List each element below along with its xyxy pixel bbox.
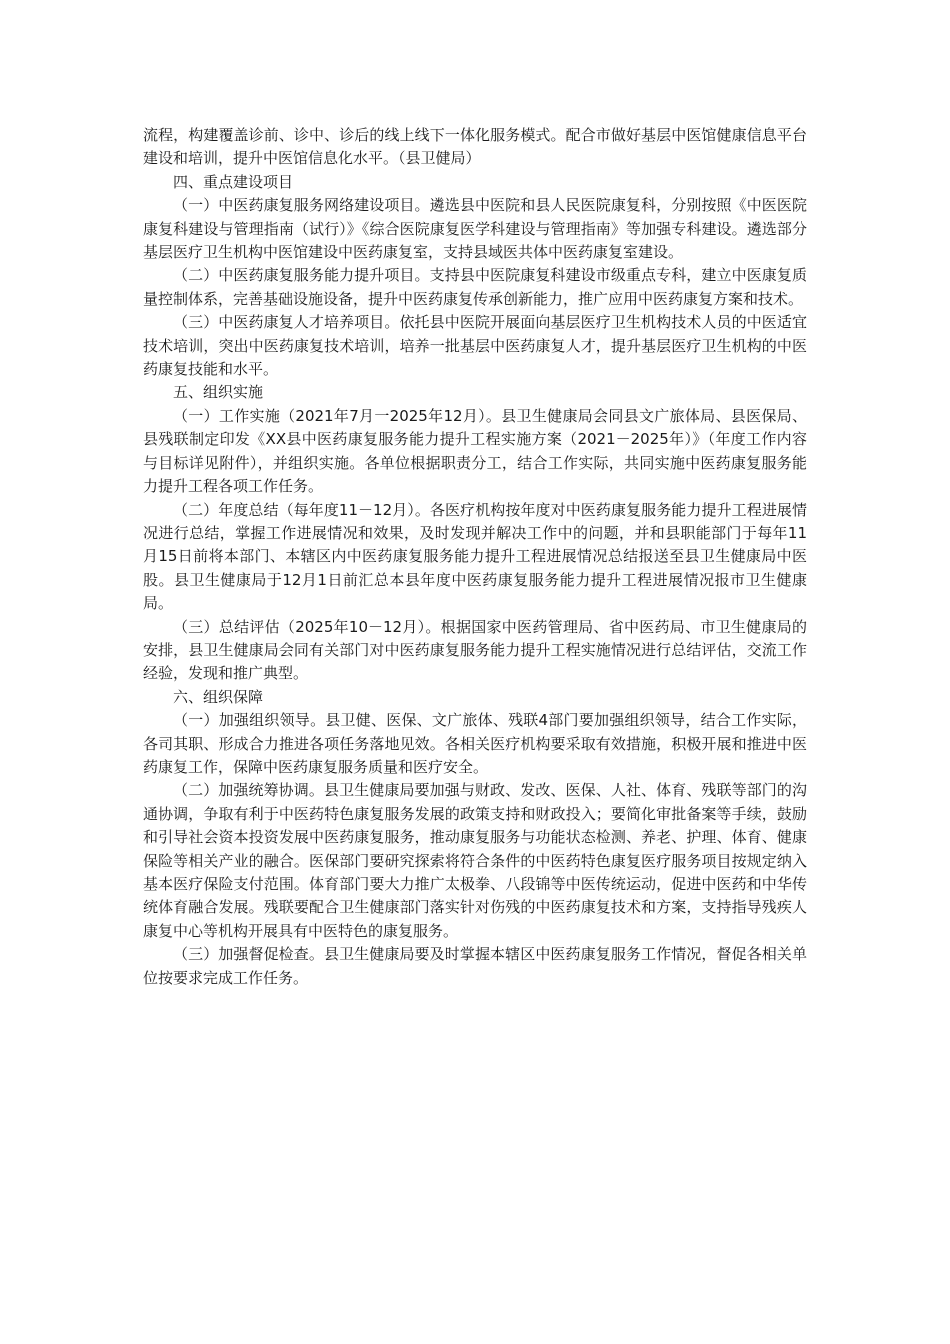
paragraph-project-network: （一）中医药康复服务网络建设项目。遴选县中医院和县人民医院康复科，分别按照《中医医院康复科建设与管理指南（试行）》《综合医院康复医学科建设与管理指南》等加强专科建设。遴选部分基层医疗卫生机构中医馆建设中医药康复室，支持县域医共体中医药康复室建设。 <box>143 196 807 262</box>
section-heading-key-projects: 四、重点建设项目 <box>173 172 294 191</box>
section-heading-safeguards: 六、组织保障 <box>173 687 264 706</box>
document-page <box>143 124 807 990</box>
paragraph-safeguard-leadership: （一）加强组织领导。县卫健、医保、文广旅体、残联4部门要加强组织领导，结合工作实际，各司其职、形成合力推进各项任务落地见效。各相关医疗机构要采取有效措施，积极开展和推进中医药康复工作，保障中医药康复服务质量和医疗安全。 <box>143 711 807 776</box>
paragraph-implementation-annual-summary: （二）年度总结（每年度11－12月）。各医疗机构按年度对中医药康复服务能力提升工程进展情况进行总结，掌握工作进展情况和效果，及时发现并解决工作中的问题，并和县职能部门于每年11月15日前将本部门、本辖区内中医药康复服务能力提升工程进展情况总结报送至县卫生健康局中医股。县卫生健康局于12月1日前汇总本县年度中医药康复服务能力提升工程进展情况报市卫生健康局。 <box>143 500 807 613</box>
paragraph-project-talent: （三）中医药康复人才培养项目。依托县中医院开展面向基层医疗卫生机构技术人员的中医适宜技术培训，突出中医药康复技术培训，培养一批基层中医药康复人才，提升基层医疗卫生机构的中医药康复技能和水平。 <box>143 313 807 379</box>
paragraph-implementation-evaluation: （三）总结评估（2025年10－12月）。根据国家中医药管理局、省中医药局、市卫生健康局的安排，县卫生健康局会同有关部门对中医药康复服务能力提升工程实施情况进行总结评估，交流工作经验，发现和推广典型。 <box>143 617 807 683</box>
paragraph-safeguard-coordination: （二）加强统筹协调。县卫生健康局要加强与财政、发改、医保、人社、体育、残联等部门的沟通协调，争取有利于中医药特色康复服务发展的政策支持和财政投入；要简化审批备案等手续，鼓励和引导社会资本投资发展中医药康复服务，推动康复服务与功能状态检测、养老、护理、体育、健康保险等相关产业的融合。医保部门要研究探索将符合条件的中医药特色康复医疗服务项目按规定纳入基本医疗保险支付范围。体育部门要大力推广太极拳、八段锦等中医传统运动，促进中医药和中华传统体育融合发展。残联要配合卫生健康部门落实针对伤残的中医药康复技术和方案，支持指导残疾人康复中心等机构开展具有中医特色的康复服务。 <box>143 781 807 940</box>
paragraph-project-capacity: （二）中医药康复服务能力提升项目。支持县中医院康复科建设市级重点专科，建立中医康复质量控制体系，完善基础设施设备，提升中医药康复传承创新能力，推广应用中医药康复方案和技术。 <box>143 266 807 308</box>
paragraph-continuation: 流程，构建覆盖诊前、诊中、诊后的线上线下一体化服务模式。配合市做好基层中医馆健康信息平台建设和培训，提升中医馆信息化水平。（县卫健局） <box>143 126 807 168</box>
paragraph-safeguard-inspection: （三）加强督促检查。县卫生健康局要及时掌握本辖区中医药康复服务工作情况，督促各相关单位按要求完成工作任务。 <box>143 945 807 987</box>
section-heading-implementation: 五、组织实施 <box>173 383 264 402</box>
paragraph-implementation-work: （一）工作实施（2021年7月一2025年12月）。县卫生健康局会同县文广旅体局、县医保局、县残联制定印发《XX县中医药康复服务能力提升工程实施方案（2021－2025年）》（年度工作内容与目标详见附件），并组织实施。各单位根据职责分工，结合工作实际，共同实施中医药康复服务能力提升工程各项工作任务。 <box>143 406 807 496</box>
